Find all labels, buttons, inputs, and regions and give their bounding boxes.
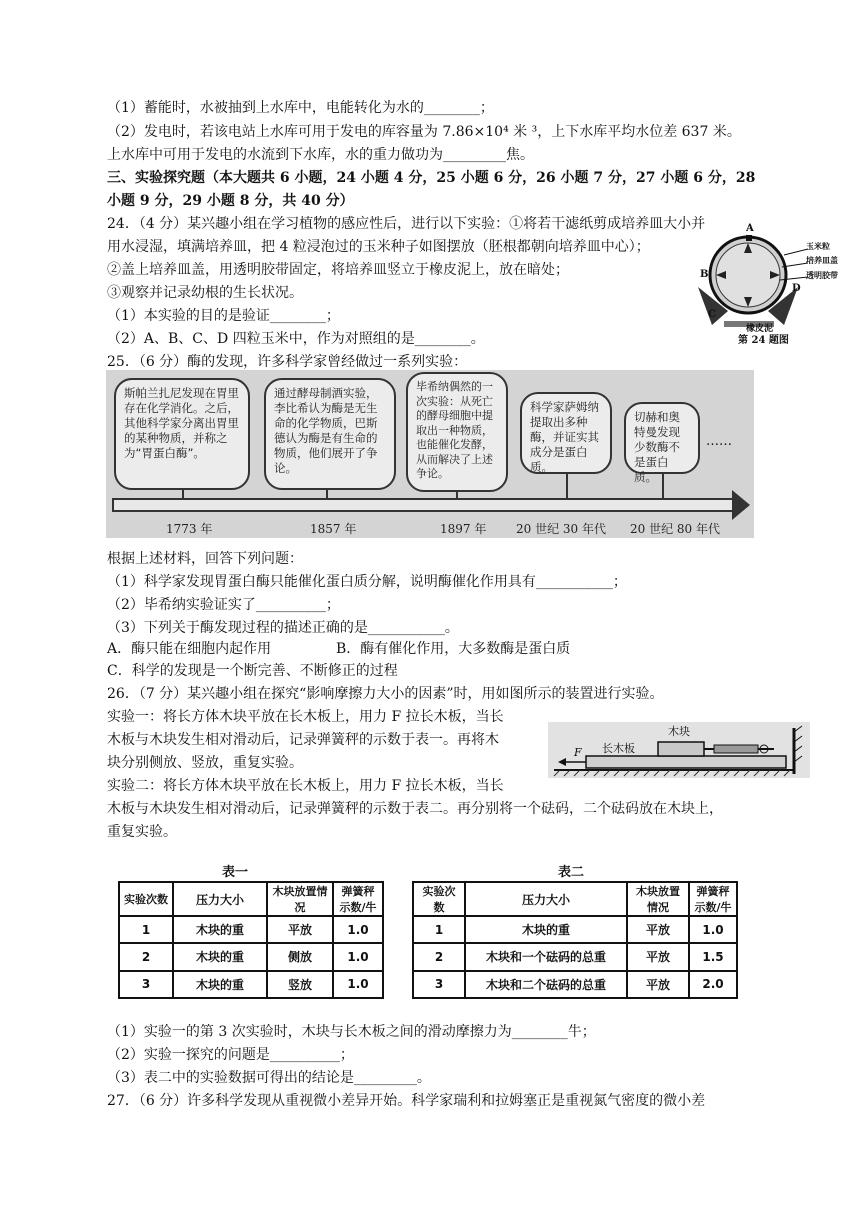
t2-header-pressure: 压力大小: [465, 882, 627, 916]
q23-part2-cont: 上水库中可用于发电的水流到下水库，水的重力做功为_________焦。: [107, 147, 534, 163]
year-1897: 1897 年: [440, 522, 487, 536]
q25-part1: （1）科学家发现胃蛋白酶只能催化蛋白质分解，说明酶催化作用具有___________；: [107, 574, 627, 590]
q25-part2: （2）毕希纳实验证实了__________；: [107, 597, 340, 613]
q25-option-a: A．酶只能在细胞内起作用: [107, 641, 272, 657]
q26-exp1-cont2: 块分别侧放、竖放，重复实验。: [107, 755, 303, 771]
q26-exp2-cont2: 重复实验。: [107, 824, 177, 840]
q24-part1: （1）本实验的目的是验证________；: [107, 308, 340, 324]
table-cell: 2: [413, 943, 465, 970]
table-1: [118, 881, 384, 999]
year-1857: 1857 年: [310, 522, 357, 536]
q25-part3: （3）下列关于酶发现过程的描述正确的是___________。: [107, 620, 459, 636]
section3-heading-cont: 小题 9 分，29 小题 8 分，共 40 分）: [107, 193, 354, 209]
label-board: 长木板: [602, 742, 635, 755]
table-cell: 1: [413, 916, 465, 943]
q26-part1: （1）实验一的第 3 次实验时，木块与长木板之间的滑动摩擦力为________牛；: [107, 1024, 596, 1040]
table-cell: 平放: [627, 916, 689, 943]
timeline-arrowhead: [732, 490, 750, 520]
table-cell: 平放: [627, 971, 689, 998]
figure-24-caption: 第 24 题图: [738, 335, 789, 346]
table-cell: 3: [119, 971, 173, 998]
table-cell: 2.0: [689, 971, 737, 998]
table-cell: 平放: [627, 943, 689, 970]
timeline-note-2: 通过酵母制酒实验，李比希认为酶是无生命的化学物质，巴斯德认为酶是有生命的物质，他们展开了争论。: [264, 378, 396, 490]
label-force: F: [574, 746, 582, 759]
timeline-note-3: 毕希纳偶然的一次实验：从死亡的酵母细胞中提取出一种物质，也能催化发酵，从而解决了上述争论。: [406, 372, 508, 492]
t1-header-pressure: 压力大小: [173, 882, 267, 916]
q25-option-b: B．酶有催化作用，大多数酶是蛋白质: [336, 641, 571, 657]
figure-26: [548, 722, 810, 778]
table-cell: 木块和二个砝码的总重: [465, 971, 627, 998]
label-c: C: [708, 309, 716, 320]
q26-exp2-cont: 木板与木块发生相对滑动后，记录弹簧秤的示数于表二。再分别将一个砝码，二个砝码放在木块上，: [107, 801, 723, 817]
table-cell: 1.0: [689, 916, 737, 943]
table-cell: 1.0: [333, 971, 383, 998]
label-tape: 透明胶带: [806, 270, 838, 280]
table-cell: 1.5: [689, 943, 737, 970]
q26-stem: 26．（7 分）某兴趣小组在探究“影响摩擦力大小的因素”时，用如图所示的装置进行实验。: [107, 686, 664, 702]
table-cell: 木块的重: [173, 971, 267, 998]
q24-part2: （2）A、B、C、D 四粒玉米中，作为对照组的是________。: [107, 331, 485, 347]
q26-part3: （3）表二中的实验数据可得出的结论是_________。: [107, 1070, 431, 1086]
q24-step2: ②盖上培养皿盖，用透明胶带固定，将培养皿竖立于橡皮泥上，放在暗处；: [107, 262, 569, 278]
label-dish-lid: 培养皿盖: [806, 255, 838, 265]
table-cell: 1.0: [333, 943, 383, 970]
label-plasticine: 橡皮泥: [746, 324, 774, 334]
t2-header-placement: 木块放置情况: [627, 882, 689, 916]
q24-stem-cont: 用水浸湿，填满培养皿，把 4 粒浸泡过的玉米种子如图摆放（胚根都朝向培养皿中心）；: [107, 239, 650, 255]
table-cell: 平放: [267, 916, 333, 943]
table-cell: 3: [413, 971, 465, 998]
timeline-arrow: [112, 498, 738, 512]
q25-option-c: C．科学的发现是一个断完善、不断修正的过程: [107, 663, 398, 679]
year-1930s: 20 世纪 30 年代: [516, 522, 606, 536]
table-cell: 2: [119, 943, 173, 970]
table-2: [412, 881, 738, 999]
table-cell: 竖放: [267, 971, 333, 998]
q26-exp1: 实验一：将长方体木块平放在长木板上，用力 F 拉长木板，当长: [107, 709, 504, 725]
section3-heading: 三、实验探究题（本大题共 6 小题，24 小题 4 分，25 小题 6 分，26 小题 7 分，27 小题 6 分，28: [107, 170, 756, 186]
q24-step3: ③观察并记录幼根的生长状况。: [107, 285, 303, 301]
table-cell: 1.0: [333, 916, 383, 943]
table-cell: 侧放: [267, 943, 333, 970]
enzyme-timeline: [106, 370, 754, 538]
table1-caption: 表一: [222, 865, 249, 880]
q27-stem: 27．（6 分）许多科学发现从重视微小差异开始。科学家瑞利和拉姆塞正是重视氮气密度的微小差: [107, 1093, 706, 1109]
label-d: D: [792, 283, 801, 294]
label-block: 木块: [668, 725, 690, 738]
q23-part1: （1）蓄能时，水被抽到上水库中，电能转化为水的________；: [107, 100, 494, 116]
year-1980s: 20 世纪 80 年代: [630, 522, 720, 536]
q25-stem: 25．（6 分）酶的发现，许多科学家曾经做过一系列实验：: [107, 354, 468, 370]
figure-24: [688, 223, 838, 350]
q26-part2: （2）实验一探究的问题是__________；: [107, 1047, 354, 1063]
table-cell: 木块和一个砝码的总重: [465, 943, 627, 970]
q25-intro: 根据上述材料，回答下列问题：: [107, 551, 303, 567]
label-b: B: [700, 269, 709, 280]
timeline-note-5: 切赫和奥特曼发现少数酶不是蛋白质。: [624, 402, 700, 474]
timeline-ellipsis: ……: [706, 434, 732, 449]
q26-exp2: 实验二：将长方体木块平放在长木板上，用力 F 拉长木板，当长: [107, 778, 504, 794]
t2-header-trial: 实验次数: [413, 882, 465, 916]
t2-header-reading: 弹簧秤示数/牛: [689, 882, 737, 916]
timeline-note-1: 斯帕兰扎尼发现在胃里存在化学消化。之后，其他科学家分离出胃里的某种物质，并称之为“胃蛋白酶”。: [114, 378, 250, 490]
t1-header-trial: 实验次数: [119, 882, 173, 916]
t1-header-placement: 木块放置情况: [267, 882, 333, 916]
year-1773: 1773 年: [166, 522, 213, 536]
table-cell: 木块的重: [465, 916, 627, 943]
label-corn-seed: 玉米粒: [806, 241, 830, 251]
q24-stem: 24．（4 分）某兴趣小组在学习植物的感应性后，进行以下实验：①将若干滤纸剪成培养皿大小并: [107, 216, 706, 232]
table-cell: 木块的重: [173, 916, 267, 943]
t1-header-reading: 弹簧秤示数/牛: [333, 882, 383, 916]
label-a: A: [746, 223, 754, 234]
table-cell: 1: [119, 916, 173, 943]
q26-exp1-cont: 木板与木块发生相对滑动后，记录弹簧秤的示数于表一。再将木: [107, 732, 499, 748]
table2-caption: 表二: [558, 865, 585, 880]
q23-part2: （2）发电时，若该电站上水库可用于发电的库容量为 7.86×10⁴ 米 ³，上下水库平均水位差 637 米。: [107, 124, 741, 140]
table-cell: 木块的重: [173, 943, 267, 970]
timeline-note-4: 科学家萨姆纳提取出多种酶，并证实其成分是蛋白质。: [520, 392, 612, 474]
